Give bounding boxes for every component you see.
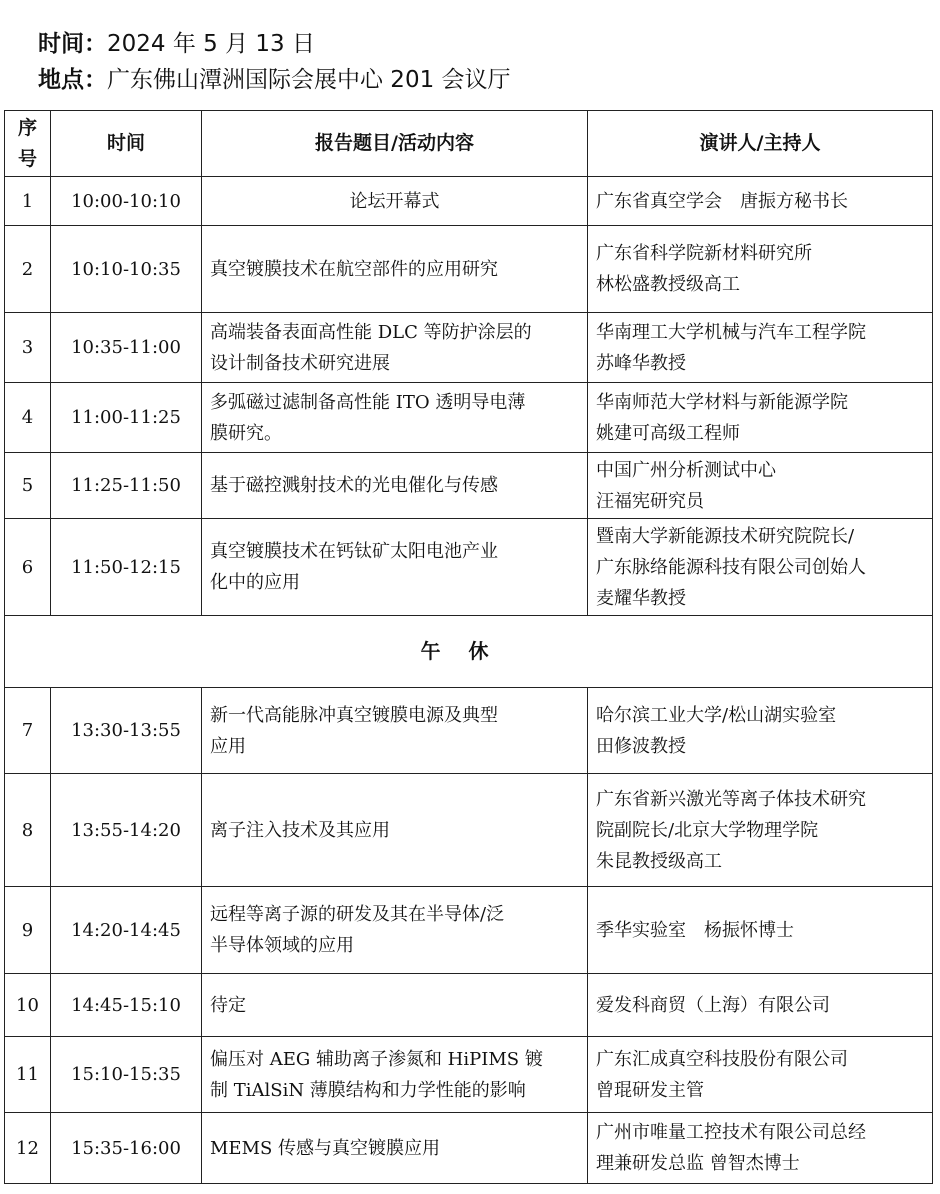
row-title-line: MEMS 传感与真空镀膜应用: [210, 1137, 441, 1159]
row-time-line: 15:35-16:00: [71, 1137, 181, 1159]
row-time: [51, 519, 202, 616]
schedule-table: [4, 110, 933, 1184]
row-time: [51, 177, 202, 226]
table-row: [5, 177, 933, 226]
row-title: [202, 974, 588, 1037]
row-time-line: 13:55-14:20: [71, 819, 181, 841]
row-number: [5, 226, 51, 313]
row-title-line: 远程等离子源的研发及其在半导体/泛: [210, 904, 505, 925]
row-title-line: 膜研究。: [210, 422, 282, 444]
row-speaker: [588, 226, 933, 313]
col-header-no: 序号: [5, 111, 51, 177]
row-speaker: [588, 383, 933, 453]
row-number-line: 8: [21, 819, 34, 841]
row-speaker: [588, 177, 933, 226]
row-time-line: 11:25-11:50: [71, 475, 181, 496]
row-speaker-line: 华南理工大学机械与汽车工程学院: [596, 321, 866, 343]
row-speaker: [588, 688, 933, 774]
row-time-line: 15:10-15:35: [71, 1064, 181, 1085]
row-title: [202, 774, 588, 887]
row-speaker-line: 广东脉络能源科技有限公司创始人: [596, 556, 866, 578]
table-row: [5, 313, 933, 383]
venue-line: [38, 64, 511, 96]
row-speaker-line: 季华实验室 杨振怀博士: [596, 919, 794, 941]
lunch-break-label: 午休: [5, 616, 933, 688]
row-speaker-line: 广东省科学院新材料研究所: [596, 243, 812, 264]
row-title: [202, 453, 588, 519]
row-speaker-line: 理兼研发总监 曾智杰博士: [596, 1153, 800, 1174]
row-number-line: 6: [21, 556, 34, 578]
row-speaker-line: 麦耀华教授: [596, 587, 686, 609]
date-line: [38, 28, 315, 60]
row-speaker-line: 曾琨研发主管: [596, 1079, 704, 1101]
row-title-line: 待定: [210, 994, 246, 1016]
col-header-time: 时间: [51, 111, 202, 177]
row-speaker-line: 哈尔滨工业大学/松山湖实验室: [596, 704, 837, 726]
place-label: 地点：: [38, 67, 107, 93]
row-title: [202, 1113, 588, 1184]
row-title-line: 真空镀膜技术在钙钛矿太阳电池产业: [210, 541, 498, 562]
table-row: [5, 974, 933, 1037]
row-speaker-line: 华南师范大学材料与新能源学院: [596, 391, 848, 413]
table-row: [5, 453, 933, 519]
table-row: [5, 887, 933, 974]
row-number: [5, 177, 51, 226]
row-time: [51, 1037, 202, 1113]
row-title: [202, 887, 588, 974]
row-speaker: [588, 453, 933, 519]
row-speaker: [588, 774, 933, 887]
table-row: [5, 519, 933, 616]
schedule-body: [5, 177, 933, 1184]
row-time-line: 10:10-10:35: [71, 258, 181, 280]
row-speaker: [588, 887, 933, 974]
time-label: 时间：: [38, 31, 107, 57]
row-title-line: 真空镀膜技术在航空部件的应用研究: [210, 258, 498, 280]
row-time: [51, 383, 202, 453]
row-number-line: 3: [21, 337, 34, 358]
row-title: [202, 688, 588, 774]
row-number: [5, 774, 51, 887]
row-number-line: 5: [21, 475, 34, 496]
row-speaker-line: 广东省真空学会 唐振方秘书长: [596, 190, 848, 212]
row-time-line: 10:35-11:00: [71, 337, 181, 358]
row-time-line: 11:50-12:15: [71, 556, 181, 578]
row-title: [202, 383, 588, 453]
row-title: [202, 519, 588, 616]
row-speaker-line: 中国广州分析测试中心: [596, 459, 776, 481]
table-row: [5, 383, 933, 453]
row-title: [202, 226, 588, 313]
row-number-line: 7: [21, 720, 34, 741]
row-speaker: [588, 313, 933, 383]
row-title-line: 化中的应用: [210, 572, 300, 593]
table-row: [5, 774, 933, 887]
table-row: [5, 1113, 933, 1184]
row-time: [51, 688, 202, 774]
row-number: [5, 887, 51, 974]
row-title-line: 新一代高能脉冲真空镀膜电源及典型: [210, 704, 498, 726]
row-title-line: 偏压对 AEG 辅助离子渗氮和 HiPIMS 镀: [210, 1048, 543, 1070]
row-speaker-line: 林松盛教授级高工: [596, 274, 740, 295]
col-header-title: 报告题目/活动内容: [202, 111, 588, 177]
row-number: [5, 453, 51, 519]
row-number: [5, 974, 51, 1037]
row-number-line: 2: [21, 258, 34, 280]
row-title-line: 多弧磁过滤制备高性能 ITO 透明导电薄: [210, 391, 526, 413]
row-speaker-line: 院副院长/北京大学物理学院: [596, 819, 819, 841]
row-speaker-line: 暨南大学新能源技术研究院院长/: [596, 525, 855, 547]
row-speaker: [588, 974, 933, 1037]
row-speaker: [588, 1113, 933, 1184]
row-time: [51, 1113, 202, 1184]
row-time: [51, 226, 202, 313]
row-title-line: 离子注入技术及其应用: [210, 819, 390, 841]
row-speaker-line: 田修波教授: [596, 735, 686, 757]
row-speaker-line: 广州市唯量工控技术有限公司总经: [596, 1122, 866, 1143]
col-header-speaker: 演讲人/主持人: [588, 111, 933, 177]
row-time-line: 11:00-11:25: [71, 407, 181, 428]
time-value: 2024 年 5 月 13 日: [107, 31, 315, 57]
row-title-line: 论坛开幕式: [349, 190, 440, 212]
row-speaker: [588, 1037, 933, 1113]
row-speaker-line: 爱发科商贸（上海）有限公司: [596, 994, 830, 1016]
row-time: [51, 313, 202, 383]
table-row: [5, 688, 933, 774]
row-title: [202, 1037, 588, 1113]
row-speaker-line: 广东汇成真空科技股份有限公司: [596, 1048, 848, 1070]
row-title-line: 制 TiAlSiN 薄膜结构和力学性能的影响: [210, 1079, 526, 1101]
row-speaker-line: 苏峰华教授: [596, 352, 686, 374]
row-title-line: 应用: [210, 735, 246, 757]
table-row: [5, 226, 933, 313]
row-speaker-line: 朱昆教授级高工: [596, 850, 722, 872]
row-number: [5, 313, 51, 383]
row-number: [5, 383, 51, 453]
row-title-line: 半导体领域的应用: [210, 935, 354, 956]
row-number-line: 11: [16, 1064, 39, 1085]
row-number-line: 1: [21, 190, 34, 212]
row-speaker-line: 汪福宪研究员: [596, 490, 704, 512]
row-speaker-line: 姚建可高级工程师: [596, 422, 740, 444]
row-speaker-line: 广东省新兴激光等离子体技术研究: [596, 788, 866, 810]
row-number: [5, 688, 51, 774]
row-time-line: 14:20-14:45: [71, 919, 181, 941]
table-header-row: [5, 111, 933, 177]
table-row: [5, 1037, 933, 1113]
row-number-line: 12: [16, 1137, 39, 1159]
place-value: 广东佛山潭洲国际会展中心 201 会议厅: [107, 67, 511, 93]
row-time: [51, 887, 202, 974]
row-time-line: 14:45-15:10: [71, 994, 181, 1016]
row-number-line: 4: [21, 407, 34, 428]
row-time-line: 10:00-10:10: [71, 190, 181, 212]
row-number: [5, 1113, 51, 1184]
lunch-break-row: [5, 616, 933, 688]
row-number: [5, 1037, 51, 1113]
row-time-line: 13:30-13:55: [71, 720, 181, 741]
row-time: [51, 974, 202, 1037]
row-time: [51, 774, 202, 887]
row-speaker: [588, 519, 933, 616]
row-title-line: 基于磁控溅射技术的光电催化与传感: [210, 475, 498, 496]
row-title: [202, 177, 588, 226]
row-number: [5, 519, 51, 616]
row-title-line: 高端装备表面高性能 DLC 等防护涂层的: [210, 321, 532, 343]
row-number-line: 9: [21, 919, 34, 941]
row-title: [202, 313, 588, 383]
row-number-line: 10: [16, 994, 39, 1016]
row-title-line: 设计制备技术研究进展: [210, 352, 390, 374]
row-time: [51, 453, 202, 519]
